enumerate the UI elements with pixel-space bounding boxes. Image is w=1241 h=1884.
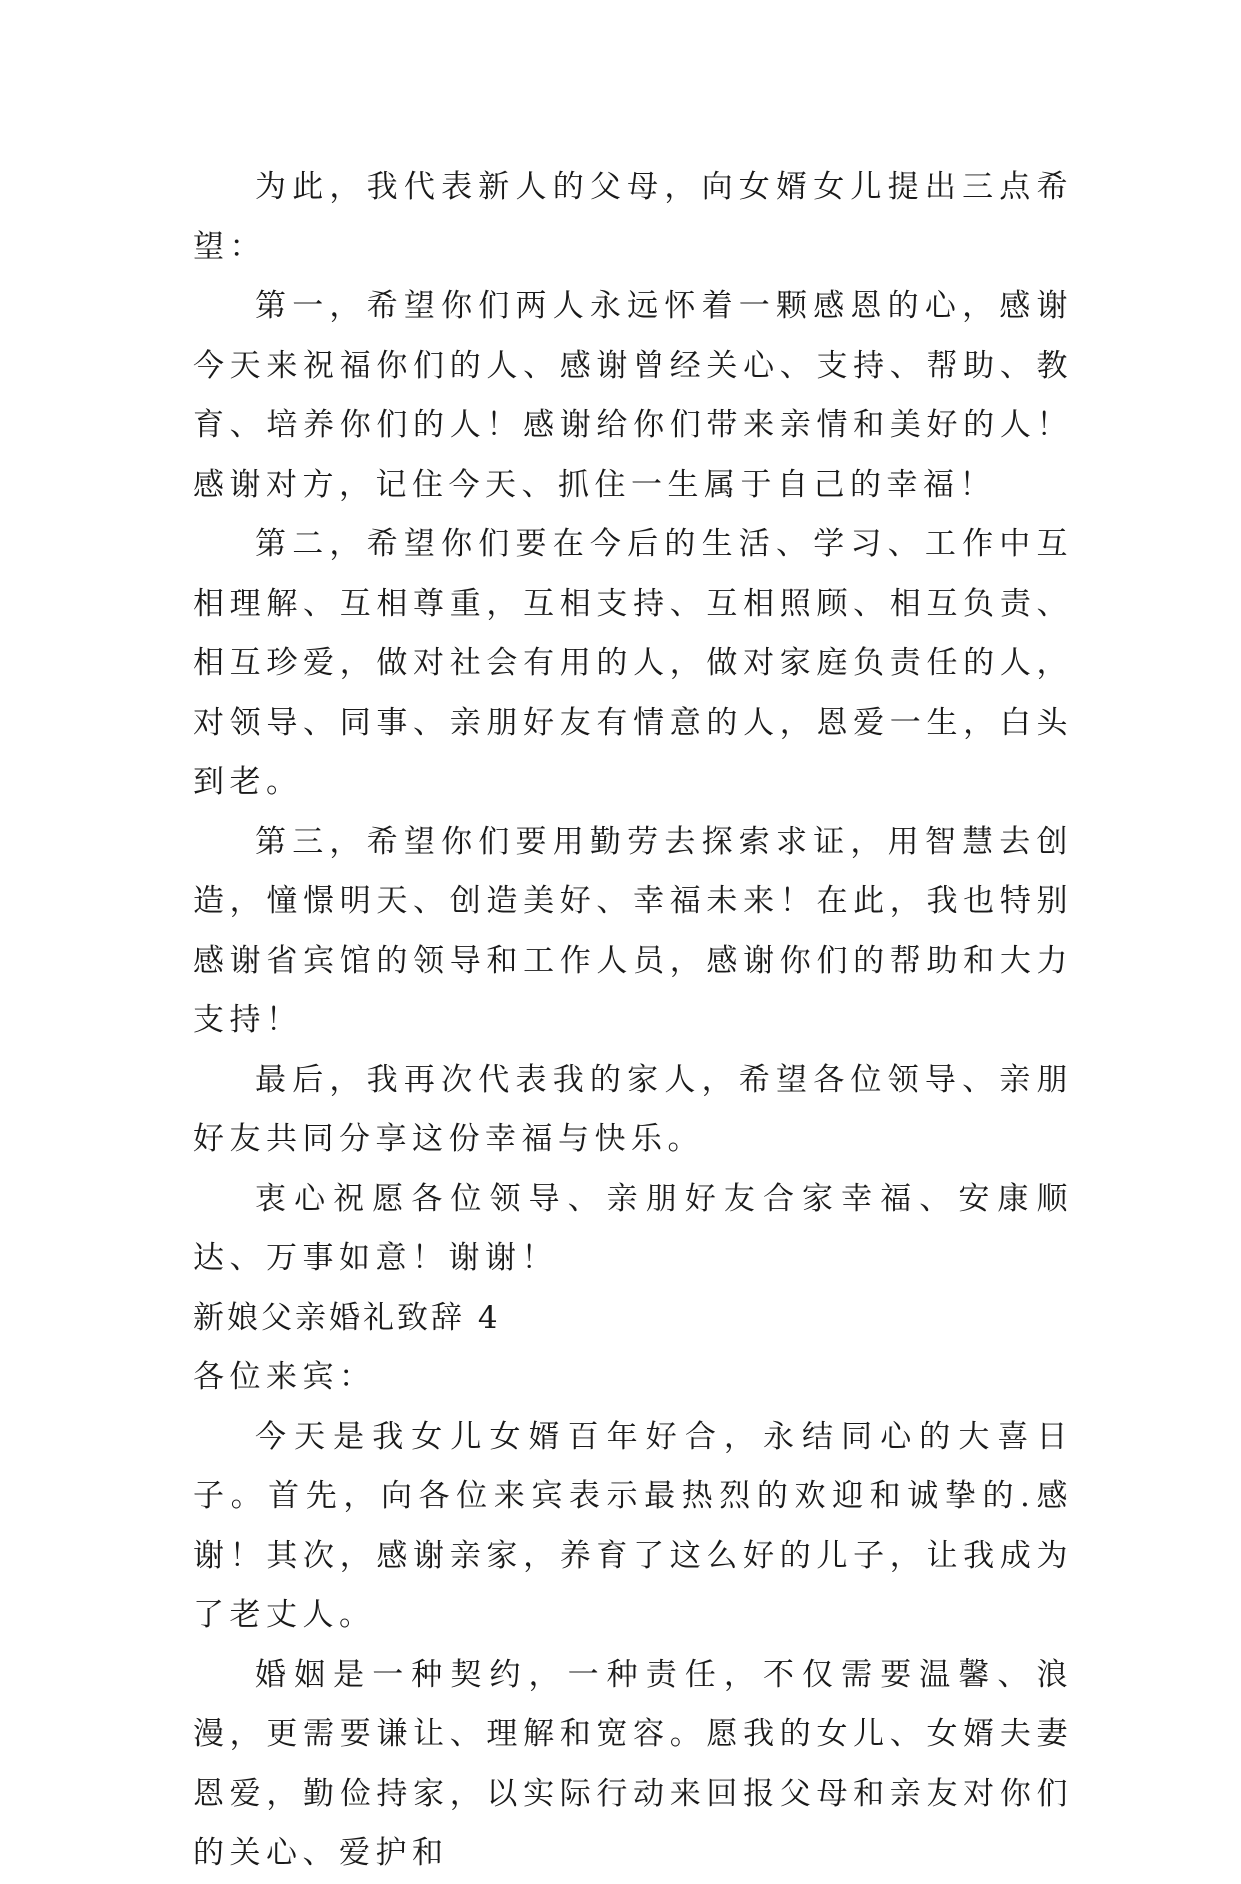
paragraph-wishes: 衷心祝愿各位领导、亲朋好友合家幸福、安康顺达、万事如意！谢谢！	[193, 1180, 1073, 1276]
paragraph-marriage: 婚姻是一种契约，一种责任，不仅需要温馨、浪漫，更需要谦让、理解和宽容。愿我的女儿、女婿夫妻恩爱，勤俭持家，以实际行动来回报父母和亲友对你们的关心、爱护和	[193, 1656, 1073, 1871]
paragraph-hope-third: 第三，希望你们要用勤劳去探索求证，用智慧去创造，憧憬明天、创造美好、幸福未来！在此，我也特别感谢省宾馆的领导和工作人员，感谢你们的帮助和大力支持！	[193, 823, 1073, 1038]
paragraph-finally: 最后，我再次代表我的家人，希望各位领导、亲朋好友共同分享这份幸福与快乐。	[193, 1061, 1073, 1157]
paragraph-hopes-intro: 为此，我代表新人的父母，向女婿女儿提出三点希望：	[193, 169, 1073, 265]
greeting: 各位来宾：	[193, 1359, 376, 1395]
section-title: 新娘父亲婚礼致辞 4	[193, 1299, 501, 1336]
paragraph-hope-first: 第一，希望你们两人永远怀着一颗感恩的心，感谢今天来祝福你们的人、感谢曾经关心、支持、帮助、教育、培养你们的人！感谢给你们带来亲情和美好的人！感谢对方，记住今天、抓住一生属于自己的幸福！	[193, 288, 1073, 503]
document-body	[193, 158, 1073, 1884]
paragraph-welcome: 今天是我女儿女婿百年好合，永结同心的大喜日子。首先，向各位来宾表示最热烈的欢迎和诚挚的.感谢！其次，感谢亲家，养育了这么好的儿子，让我成为了老丈人。	[193, 1418, 1073, 1633]
paragraph-hope-second: 第二，希望你们要在今后的生活、学习、工作中互相理解、互相尊重，互相支持、互相照顾、相互负责、相互珍爱，做对社会有用的人，做对家庭负责任的人，对领导、同事、亲朋好友有情意的人，恩爱一生，白头到老。	[193, 526, 1073, 800]
